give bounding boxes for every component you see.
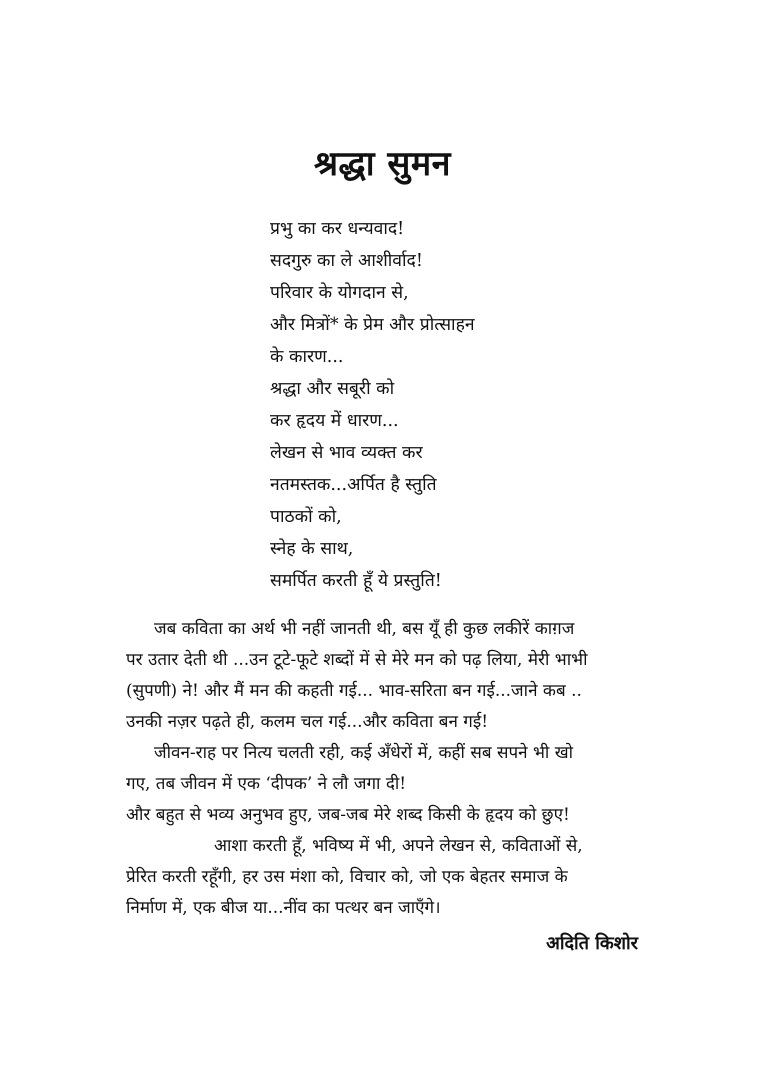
- poem-line: नतमस्तक...अर्पित है स्तुति: [270, 475, 437, 495]
- prose-line: आशा करती हूँ, भविष्य में भी, अपने लेखन से, कविताओं से,: [214, 836, 583, 856]
- poem-line: लेखन से भाव व्यक्त कर: [270, 443, 423, 463]
- prose-line: जीवन-राह पर नित्य चलती रही, कई अँधेरों में, कहीं सब सपने भी खो: [154, 743, 574, 763]
- prose-line: जब कविता का अर्थ भी नहीं जानती थी, बस यूँ ही कुछ लकीरें काग़ज: [154, 619, 575, 639]
- prose-line: और बहुत से भव्य अनुभव हुए, जब-जब मेरे शब्द किसी के हृदय को छुए!: [126, 805, 570, 825]
- poem-line: के कारण...: [270, 347, 344, 367]
- poem-line: स्नेह के साथ,: [270, 539, 354, 559]
- prose-line: गए, तब जीवन में एक ‘दीपक’ ने लौ जगा दी!: [126, 774, 407, 794]
- poem-line: श्रद्धा और सबूरी को: [270, 379, 395, 399]
- prose-line: प्रेरित करती रहूँगी, हर उस मंशा को, विचार को, जो एक बेहतर समाज के: [126, 867, 568, 887]
- poem-line: और मित्रों* के प्रेम और प्रोत्साहन: [270, 315, 475, 335]
- poem-line: प्रभु का कर धन्यवाद!: [270, 219, 405, 239]
- poem-line: कर हृदय में धारण...: [270, 411, 399, 431]
- poem-line: समर्पित करती हूँ ये प्रस्तुति!: [270, 571, 442, 591]
- prose-line: निर्माण में, एक बीज या...नींव का पत्थर बन जाएँगे।: [126, 898, 441, 918]
- poem-line: परिवार के योगदान से,: [270, 283, 409, 303]
- dedication-poem: [270, 213, 650, 597]
- preface-text: [126, 614, 638, 924]
- poem-line: पाठकों को,: [270, 507, 342, 527]
- prose-line: उनकी नज़र पढ़ते ही, कलम चल गई...और कविता बन गई!: [126, 712, 489, 732]
- page-title: श्रद्धा सुमन: [313, 143, 452, 184]
- prose-line: (सुपणी) ने! और मैं मन की कहती गई... भाव-सरिता बन गई...जाने कब ..: [126, 681, 582, 701]
- poem-line: सदगुरु का ले आशीर्वाद!: [270, 251, 423, 271]
- author-signature: अदिति किशोर: [546, 933, 638, 954]
- prose-line: पर उतार देती थी ...उन टूटे-फूटे शब्दों में से मेरे मन को पढ़ लिया, मेरी भाभी: [126, 650, 588, 670]
